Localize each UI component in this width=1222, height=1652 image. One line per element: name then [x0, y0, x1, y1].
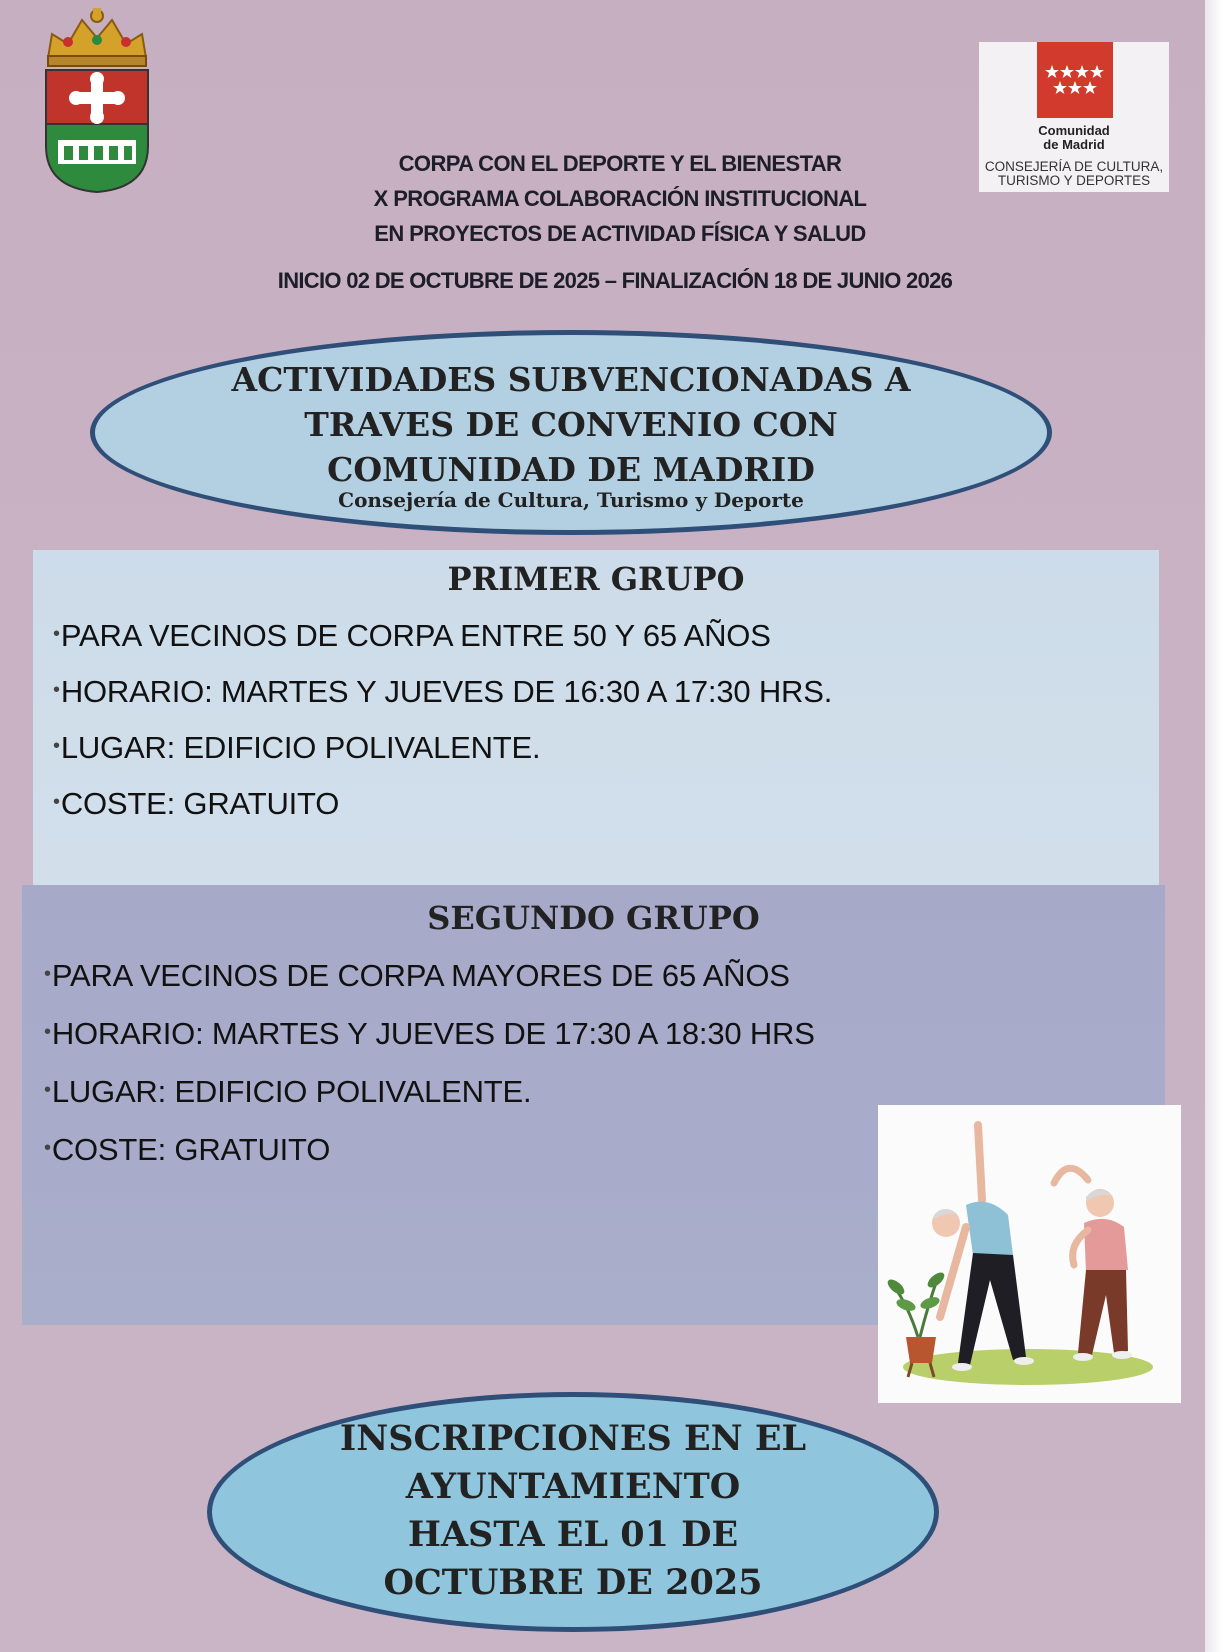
madrid-flag-icon	[1037, 42, 1113, 118]
registration-banner	[207, 1392, 939, 1632]
bullet: •	[53, 623, 60, 645]
registration-line-2: AYUNTAMIENTO	[405, 1466, 741, 1507]
item-text: LUGAR: EDIFICIO POLIVALENTE.	[60, 730, 541, 765]
bullet: •	[44, 1079, 51, 1101]
page-edge	[1205, 0, 1222, 1652]
registration-line-3: HASTA EL 01 DE	[407, 1514, 739, 1555]
comunidad-madrid-logo	[979, 42, 1169, 192]
banner-line-1: ACTIVIDADES SUBVENCIONADAS A	[231, 360, 911, 399]
bullet: •	[53, 735, 60, 757]
header-line-3: EN PROYECTOS DE ACTIVIDAD FÍSICA Y SALUD	[374, 221, 866, 246]
first-group-item-cost	[53, 786, 339, 822]
seniors-stretching-illustration-icon	[878, 1105, 1181, 1403]
banner-subtitle: Consejería de Cultura, Turismo y Deporte	[338, 488, 804, 512]
bullet: •	[53, 791, 60, 813]
subsidized-activities-banner	[90, 330, 1052, 535]
bullet: •	[53, 679, 60, 701]
second-group-item-age	[44, 958, 790, 994]
second-group-item-cost	[44, 1132, 330, 1168]
registration-line-1: INSCRIPCIONES EN EL	[339, 1418, 807, 1459]
item-text: COSTE: GRATUITO	[51, 1132, 331, 1167]
banner-title	[95, 357, 1047, 492]
item-text: HORARIO: MARTES Y JUEVES DE 16:30 A 17:30 HRS.	[60, 674, 833, 709]
coat-of-arms-icon	[38, 6, 156, 194]
banner-line-3: COMUNIDAD DE MADRID	[327, 450, 815, 489]
item-text: HORARIO: MARTES Y JUEVES DE 17:30 A 18:30 HRS	[51, 1016, 815, 1051]
first-group-title: PRIMER GRUPO	[447, 560, 745, 598]
first-group-section	[33, 550, 1159, 885]
bullet: •	[44, 963, 51, 985]
header-line-1: CORPA CON EL DEPORTE Y EL BIENESTAR	[398, 151, 842, 176]
header-line-2: X PROGRAMA COLABORACIÓN INSTITUCIONAL	[373, 186, 867, 211]
first-group-item-place	[53, 730, 540, 766]
first-group-item-schedule	[53, 674, 832, 710]
registration-text	[212, 1415, 934, 1607]
comunidad-madrid-department	[979, 160, 1169, 188]
registration-line-4: OCTUBRE DE 2025	[383, 1562, 763, 1603]
cm-dept-line2: TURISMO Y DEPORTES	[997, 173, 1151, 188]
item-text: LUGAR: EDIFICIO POLIVALENTE.	[51, 1074, 532, 1109]
program-header	[300, 146, 940, 251]
item-text: PARA VECINOS DE CORPA MAYORES DE 65 AÑOS	[51, 958, 790, 993]
item-text: COSTE: GRATUITO	[60, 786, 340, 821]
second-group-title: SEGUNDO GRUPO	[427, 899, 760, 937]
banner-line-2: TRAVES DE CONVENIO CON	[304, 405, 838, 444]
second-group-item-schedule	[44, 1016, 815, 1052]
comunidad-madrid-name	[979, 124, 1169, 152]
cm-dept-line1: CONSEJERÍA DE CULTURA,	[984, 159, 1164, 174]
program-dates: INICIO 02 DE OCTUBRE DE 2025 – FINALIZACIÓN 18 DE JUNIO 2026	[277, 268, 953, 293]
cm-name-line2: de Madrid	[1043, 137, 1105, 152]
first-group-item-age	[53, 618, 771, 654]
item-text: PARA VECINOS DE CORPA ENTRE 50 Y 65 AÑOS	[60, 618, 771, 653]
cm-name-line1: Comunidad	[1038, 123, 1110, 138]
bullet: •	[44, 1021, 51, 1043]
second-group-item-place	[44, 1074, 531, 1110]
bullet: •	[44, 1137, 51, 1159]
